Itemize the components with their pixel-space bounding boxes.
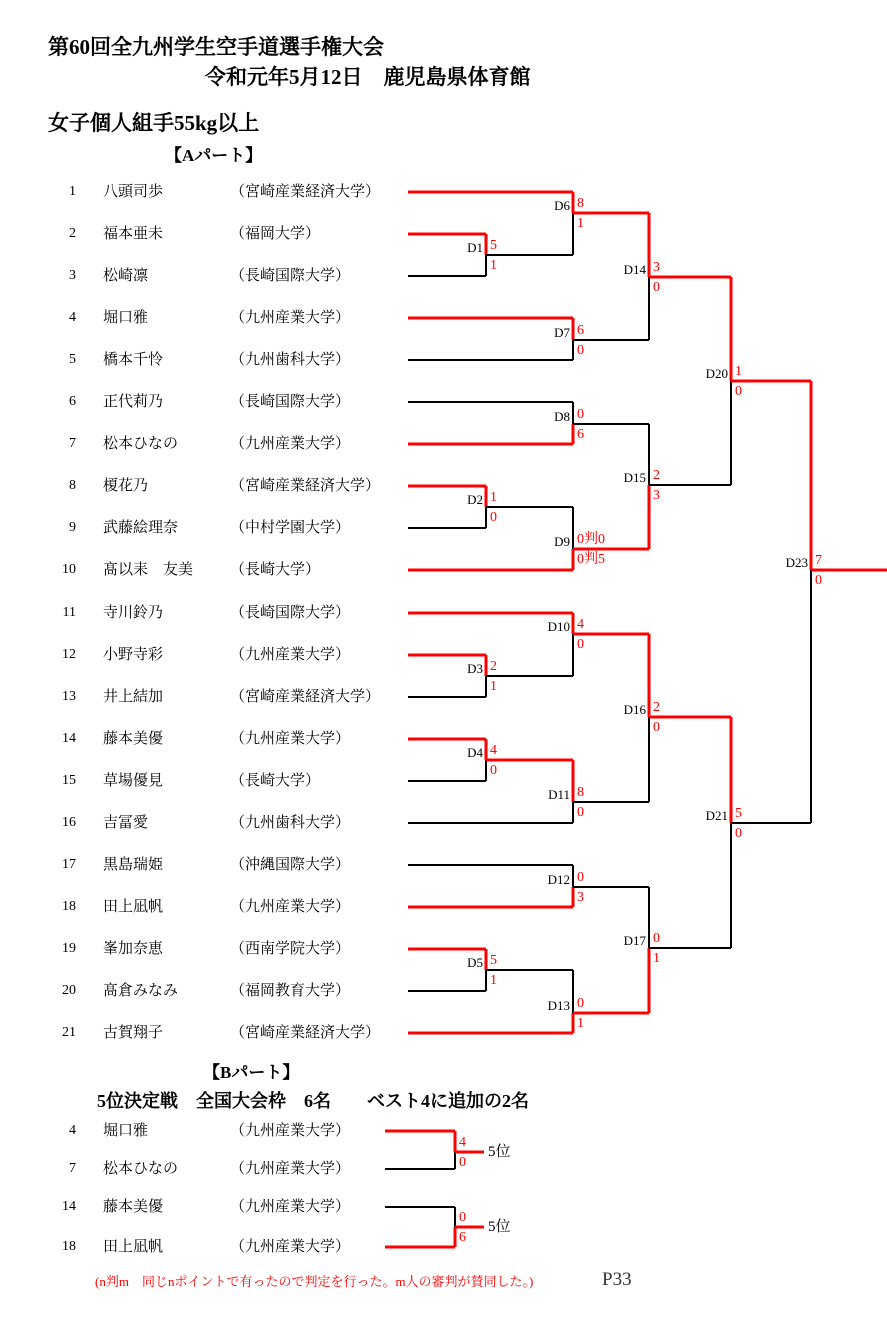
player-number: 17 xyxy=(62,857,76,872)
match-score-bottom: 0 xyxy=(653,720,660,735)
match-score-bottom: 6 xyxy=(459,1230,466,1245)
player-university: （長崎国際大学） xyxy=(230,605,351,621)
match-score-top: 0判0 xyxy=(577,532,605,547)
match-label: D10 xyxy=(547,619,570,634)
page-title: 第60回全九州学生空手道選手権大会 xyxy=(48,35,384,59)
player-number: 20 xyxy=(62,983,76,998)
match-score-bottom: 1 xyxy=(490,679,497,694)
match-label: D12 xyxy=(547,872,570,887)
player-name: 橋本千怜 xyxy=(103,352,164,368)
match-score-bottom: 0 xyxy=(815,573,822,588)
player-number: 4 xyxy=(69,310,76,325)
section-a-label: 【Aパート】 xyxy=(165,146,263,165)
player-number: 2 xyxy=(69,226,76,241)
player-name: 井上結加 xyxy=(103,689,164,705)
player-university: （宮崎産業経済大学） xyxy=(230,1025,381,1041)
player-name: 榎花乃 xyxy=(103,478,149,494)
player-university: （長崎国際大学） xyxy=(230,394,351,410)
match-label: D8 xyxy=(554,409,570,424)
match-label: D20 xyxy=(705,366,728,381)
player-university: （九州産業大学） xyxy=(230,1239,351,1255)
player-university: （長崎国際大学） xyxy=(230,268,351,284)
match-score-bottom: 0 xyxy=(490,510,497,525)
match-score-bottom: 0 xyxy=(735,826,742,841)
player-number: 16 xyxy=(62,815,76,830)
match-label: D14 xyxy=(623,262,646,277)
section-b-label: 【Bパート】 xyxy=(203,1063,300,1082)
fifth-place-label: 5位 xyxy=(488,1144,511,1160)
player-number: 10 xyxy=(62,562,76,577)
match-score-top: 0 xyxy=(459,1210,466,1225)
player-number: 4 xyxy=(69,1123,76,1138)
player-number: 8 xyxy=(69,478,76,493)
match-score-top: 4 xyxy=(490,743,497,758)
match-label: D6 xyxy=(554,198,570,213)
match-label: D23 xyxy=(785,555,808,570)
player-name: 松本ひなの xyxy=(103,1161,179,1177)
player-number: 19 xyxy=(62,941,76,956)
player-name: 峯加奈恵 xyxy=(103,941,164,957)
category-title: 女子個人組手55kg以上 xyxy=(48,111,260,135)
player-university: （中村学園大学） xyxy=(230,520,351,536)
player-name: 堀口雅 xyxy=(103,1123,149,1139)
player-university: （長崎大学） xyxy=(230,773,321,789)
player-number: 7 xyxy=(69,1161,76,1176)
player-university: （九州産業大学） xyxy=(230,1123,351,1139)
match-score-bottom: 0 xyxy=(735,384,742,399)
player-name: 小野寺彩 xyxy=(103,647,164,663)
match-score-bottom: 0 xyxy=(577,637,584,652)
match-score-top: 6 xyxy=(577,323,584,338)
match-score-top: 5 xyxy=(490,238,497,253)
match-label: D9 xyxy=(554,534,570,549)
match-score-bottom: 1 xyxy=(577,1016,584,1031)
match-label: D5 xyxy=(467,955,483,970)
match-score-bottom: 0 xyxy=(653,280,660,295)
match-score-top: 1 xyxy=(735,364,742,379)
player-university: （九州産業大学） xyxy=(230,436,351,452)
player-university: （宮崎産業経済大学） xyxy=(230,478,381,494)
match-score-bottom: 3 xyxy=(653,488,660,503)
match-score-top: 3 xyxy=(653,260,660,275)
match-label: D7 xyxy=(554,325,570,340)
match-label: D2 xyxy=(467,492,483,507)
match-label: D21 xyxy=(705,808,728,823)
date-venue: 令和元年5月12日 鹿児島県体育館 xyxy=(205,65,531,89)
player-name: 藤本美優 xyxy=(103,731,164,747)
match-score-bottom: 6 xyxy=(577,427,584,442)
player-university: （沖縄国際大学） xyxy=(230,857,351,873)
match-score-bottom: 0 xyxy=(577,343,584,358)
player-number: 21 xyxy=(62,1025,76,1040)
player-name: 寺川鈴乃 xyxy=(103,605,164,621)
player-university: （九州歯科大学） xyxy=(230,352,351,368)
match-label: D3 xyxy=(467,661,483,676)
match-score-bottom: 0判5 xyxy=(577,552,605,567)
player-university: （福岡教育大学） xyxy=(230,983,351,999)
match-score-top: 8 xyxy=(577,196,584,211)
player-number: 9 xyxy=(69,520,76,535)
player-name: 吉冨愛 xyxy=(103,815,149,831)
match-score-top: 0 xyxy=(577,870,584,885)
match-score-top: 5 xyxy=(490,953,497,968)
player-university: （福岡大学） xyxy=(230,226,321,242)
player-name: 髙以耒 友美 xyxy=(103,562,194,578)
player-name: 松本ひなの xyxy=(103,436,179,452)
player-university: （長崎大学） xyxy=(230,562,321,578)
player-university: （宮崎産業経済大学） xyxy=(230,689,381,705)
match-score-bottom: 1 xyxy=(490,973,497,988)
player-university: （九州産業大学） xyxy=(230,1161,351,1177)
player-number: 14 xyxy=(62,1199,76,1214)
player-university: （九州産業大学） xyxy=(230,647,351,663)
player-name: 古賀翔子 xyxy=(103,1025,164,1041)
fifth-place-label: 5位 xyxy=(488,1219,511,1235)
player-name: 髙倉みなみ xyxy=(103,983,179,999)
player-university: （九州産業大学） xyxy=(230,899,351,915)
match-score-bottom: 3 xyxy=(577,890,584,905)
player-university: （九州産業大学） xyxy=(230,731,351,747)
player-number: 15 xyxy=(62,773,76,788)
player-name: 田上凪帆 xyxy=(103,899,164,915)
b-part-subtitle: 5位決定戦 全国大会枠 6名 ベスト4に追加の2名 xyxy=(97,1091,529,1111)
player-university: （九州産業大学） xyxy=(230,1199,351,1215)
page-number: P33 xyxy=(602,1269,632,1290)
match-label: D17 xyxy=(623,933,646,948)
match-score-top: 5 xyxy=(735,806,742,821)
match-score-bottom: 1 xyxy=(653,951,660,966)
match-score-bottom: 1 xyxy=(577,216,584,231)
player-name: 藤本美優 xyxy=(103,1199,164,1215)
match-score-top: 8 xyxy=(577,785,584,800)
match-score-top: 2 xyxy=(490,659,497,674)
match-label: D11 xyxy=(548,787,570,802)
match-score-top: 4 xyxy=(459,1135,466,1150)
match-score-top: 2 xyxy=(653,700,660,715)
player-university: （宮崎産業経済大学） xyxy=(230,184,381,200)
player-name: 草場優見 xyxy=(103,773,164,789)
player-university: （九州歯科大学） xyxy=(230,815,351,831)
player-number: 6 xyxy=(69,394,76,409)
match-score-top: 2 xyxy=(653,468,660,483)
player-number: 14 xyxy=(62,731,76,746)
match-score-top: 4 xyxy=(577,617,584,632)
match-label: D13 xyxy=(547,998,570,1013)
match-label: D4 xyxy=(467,745,483,760)
player-name: 正代莉乃 xyxy=(103,394,164,410)
match-label: D16 xyxy=(623,702,646,717)
player-name: 堀口雅 xyxy=(103,310,149,326)
match-score-top: 1 xyxy=(490,490,497,505)
player-name: 八頭司歩 xyxy=(103,184,164,200)
match-score-bottom: 0 xyxy=(459,1155,466,1170)
player-university: （西南学院大学） xyxy=(230,941,351,957)
player-number: 1 xyxy=(69,184,76,199)
match-score-top: 0 xyxy=(653,931,660,946)
player-number: 12 xyxy=(62,647,76,662)
match-score-top: 7 xyxy=(815,553,822,568)
player-number: 7 xyxy=(69,436,76,451)
player-name: 福本亜未 xyxy=(103,226,164,242)
player-number: 18 xyxy=(62,1239,76,1254)
match-label: D15 xyxy=(623,470,646,485)
player-number: 5 xyxy=(69,352,76,367)
match-score-top: 0 xyxy=(577,996,584,1011)
player-number: 3 xyxy=(69,268,76,283)
player-number: 11 xyxy=(62,605,76,620)
player-number: 13 xyxy=(62,689,76,704)
match-label: D1 xyxy=(467,240,483,255)
match-score-bottom: 0 xyxy=(490,763,497,778)
player-name: 黒島瑞姫 xyxy=(103,857,164,873)
match-score-top: 0 xyxy=(577,407,584,422)
player-name: 松崎凛 xyxy=(103,268,149,284)
player-number: 18 xyxy=(62,899,76,914)
match-score-bottom: 0 xyxy=(577,805,584,820)
player-name: 武藤絵理奈 xyxy=(103,520,179,536)
player-university: （九州産業大学） xyxy=(230,310,351,326)
judgment-footnote: (n判m 同じnポイントで有ったので判定を行った。m人の審判が賛同した。) xyxy=(95,1274,534,1289)
match-score-bottom: 1 xyxy=(490,258,497,273)
player-name: 田上凪帆 xyxy=(103,1239,164,1255)
